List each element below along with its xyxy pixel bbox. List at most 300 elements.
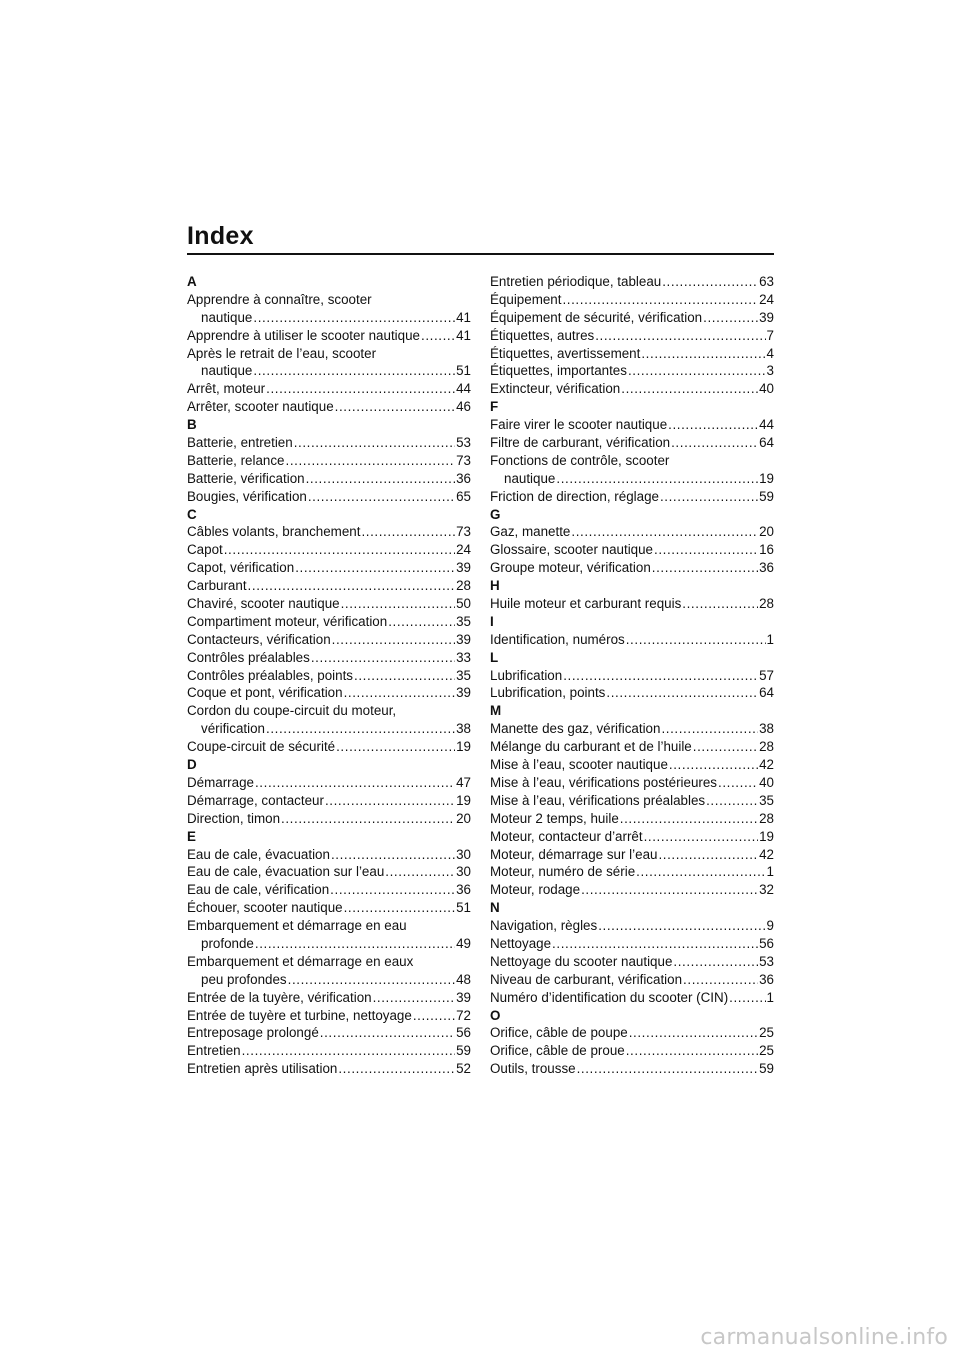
index-entry — [490, 291, 774, 309]
index-entry-text: Embarquement et démarrage en eaux — [187, 953, 414, 969]
index-entry-text: Entrée de tuyère et turbine, nettoyage — [187, 1007, 412, 1023]
dot-leader — [308, 488, 455, 506]
index-entry-page: 24 — [456, 542, 471, 558]
index-entry-page: 59 — [759, 1061, 774, 1077]
index-entry — [187, 362, 471, 380]
index-entry-page: 49 — [456, 935, 471, 951]
index-entry-page: 41 — [456, 309, 471, 325]
index-entry-page: 39 — [456, 631, 471, 647]
index-entry-text: Échouer, scooter nautique — [187, 900, 343, 916]
index-entry — [187, 309, 471, 327]
index-entry-text: Navigation, règles — [490, 918, 598, 934]
index-entry — [187, 863, 471, 881]
index-entry-page: 39 — [456, 685, 471, 701]
index-letter-heading: D — [187, 757, 197, 773]
index-entry-page: 30 — [456, 864, 471, 880]
index-entry-page: 20 — [456, 810, 471, 826]
dot-leader — [325, 792, 455, 810]
dot-leader — [668, 416, 758, 434]
index-entry — [490, 792, 774, 810]
index-entry-page: 1 — [766, 989, 774, 1005]
index-letter-heading: E — [187, 828, 196, 844]
index-entry-page: 53 — [759, 953, 774, 969]
index-entry — [187, 792, 471, 810]
index-entry — [490, 881, 774, 899]
index-entry — [490, 989, 774, 1007]
index-entry — [490, 756, 774, 774]
index-entry — [490, 971, 774, 989]
index-entry — [490, 362, 774, 380]
dot-leader — [620, 810, 758, 828]
index-entry — [490, 684, 774, 702]
dot-leader — [606, 684, 758, 702]
index-entry-text: vérification — [201, 721, 266, 737]
index-entry-page: 38 — [759, 721, 774, 737]
index-entry-text: Démarrage — [187, 774, 254, 790]
index-entry — [187, 631, 471, 649]
index-entry-page: 59 — [456, 1043, 471, 1059]
index-entry-page: 36 — [759, 971, 774, 987]
index-entry — [187, 720, 471, 738]
index-entry — [490, 1042, 774, 1060]
index-entry-text: Carburant — [187, 578, 247, 594]
index-entry-text: Bougies, vérification — [187, 488, 307, 504]
index-entry-text: Apprendre à utiliser le scooter nautique — [187, 327, 420, 343]
index-entry-text: Arrêter, scooter nautique — [187, 399, 334, 415]
index-entry-page: 38 — [456, 721, 471, 737]
index-entry — [490, 917, 774, 935]
index-entry-text: Moteur, numéro de série — [490, 864, 636, 880]
index-entry-page: 16 — [759, 542, 774, 558]
index-entry-text: Batterie, entretien — [187, 435, 293, 451]
index-entry-text: Embarquement et démarrage en eau — [187, 918, 407, 934]
dot-leader — [652, 559, 758, 577]
dot-leader — [595, 327, 765, 345]
index-entry — [187, 881, 471, 899]
index-entry-text: Numéro d’identification du scooter (CIN) — [490, 989, 729, 1005]
dot-leader — [248, 577, 456, 595]
dot-leader — [556, 470, 758, 488]
dot-leader — [242, 1042, 455, 1060]
dot-leader — [682, 595, 758, 613]
index-entry-text: Moteur, démarrage sur l’eau — [490, 846, 658, 862]
dot-leader — [344, 899, 456, 917]
index-entry-text: Capot, vérification — [187, 560, 295, 576]
dot-leader — [662, 273, 758, 291]
index-entry-text: Batterie, relance — [187, 452, 285, 468]
dot-leader — [626, 631, 766, 649]
index-entry-page: 51 — [456, 900, 471, 916]
dot-leader — [693, 738, 758, 756]
index-entry — [490, 488, 774, 506]
index-entry — [187, 667, 471, 685]
index-entry-text: Faire virer le scooter nautique — [490, 417, 668, 433]
index-entry — [187, 935, 471, 953]
index-entry-page: 24 — [759, 291, 774, 307]
dot-leader — [385, 863, 455, 881]
dot-leader — [266, 720, 455, 738]
index-entry-text: Après le retrait de l’eau, scooter — [187, 345, 377, 361]
dot-leader — [330, 881, 455, 899]
index-entry — [187, 577, 471, 595]
index-entry-page: 48 — [456, 971, 471, 987]
index-entry-text: Entretien périodique, tableau — [490, 274, 662, 289]
dot-leader — [253, 362, 455, 380]
dot-leader — [669, 756, 758, 774]
index-entry — [187, 684, 471, 702]
index-entry — [490, 667, 774, 685]
index-entry-page: 52 — [456, 1061, 471, 1077]
index-entry — [187, 452, 471, 470]
index-entry — [490, 774, 774, 792]
index-entry-text: Mise à l’eau, vérifications préalables — [490, 792, 706, 808]
index-entry — [187, 971, 471, 989]
index-entry-text: Étiquettes, autres — [490, 327, 595, 343]
index-entry-page: 53 — [456, 435, 471, 451]
dot-leader — [718, 774, 758, 792]
index-entry-text: nautique — [201, 363, 253, 379]
dot-leader — [255, 935, 455, 953]
dot-leader — [288, 971, 455, 989]
dot-leader — [373, 989, 456, 1007]
index-entry — [490, 1024, 774, 1042]
index-entry-page: 3 — [766, 363, 774, 379]
index-entry — [187, 989, 471, 1007]
index-entry-text: peu profondes — [201, 971, 287, 987]
index-entry — [490, 738, 774, 756]
index-entry-text: Démarrage, contacteur — [187, 792, 324, 808]
index-entry-text: Outils, trousse — [490, 1061, 576, 1077]
index-entry-page: 28 — [759, 739, 774, 755]
index-entry-text: Étiquettes, avertissement — [490, 345, 641, 361]
dot-leader — [626, 1042, 758, 1060]
index-entry-page: 41 — [456, 327, 471, 343]
dot-leader — [388, 613, 455, 631]
index-entry-text: Contacteurs, vérification — [187, 631, 331, 647]
index-entry — [187, 1007, 471, 1025]
dot-leader — [332, 631, 455, 649]
index-entry-text: Compartiment moteur, vérification — [187, 613, 388, 629]
index-entry-text: Huile moteur et carburant requis — [490, 596, 682, 612]
dot-leader — [224, 541, 455, 559]
index-entry-page: 44 — [456, 381, 471, 397]
index-entry-text: Nettoyage — [490, 935, 552, 951]
dot-leader — [336, 738, 455, 756]
dot-leader — [654, 541, 758, 559]
index-entry-page: 64 — [759, 435, 774, 451]
index-entry-text: Câbles volants, branchement — [187, 524, 361, 540]
index-entry-text: Cordon du coupe-circuit du moteur, — [187, 703, 397, 719]
index-entry-text: Batterie, vérification — [187, 470, 305, 486]
index-entry-text: Orifice, câble de poupe — [490, 1025, 628, 1041]
index-entry — [187, 523, 471, 541]
index-entry-page: 56 — [759, 935, 774, 951]
index-entry-page: 59 — [759, 488, 774, 504]
dot-leader — [421, 327, 455, 345]
index-entry-text: nautique — [201, 309, 253, 325]
index-entry-page: 36 — [456, 882, 471, 898]
index-entry-text: Orifice, câble de proue — [490, 1043, 625, 1059]
index-entry — [490, 810, 774, 828]
index-entry-page: 33 — [456, 649, 471, 665]
index-entry-text: Moteur, contacteur d’arrêt — [490, 828, 643, 844]
index-entry-page: 25 — [759, 1025, 774, 1041]
index-entry-text: Extincteur, vérification — [490, 381, 621, 397]
index-entry-page: 4 — [766, 345, 774, 361]
index-entry — [187, 846, 471, 864]
index-entry — [187, 470, 471, 488]
index-entry — [490, 309, 774, 327]
index-entry — [187, 649, 471, 667]
index-entry-page: 32 — [759, 882, 774, 898]
index-entry-text: Nettoyage du scooter nautique — [490, 953, 673, 969]
dot-leader — [320, 1024, 455, 1042]
dot-leader — [598, 917, 765, 935]
index-entry-page: 40 — [759, 381, 774, 397]
index-entry-text: Entretien — [187, 1043, 241, 1059]
index-entry-page: 39 — [456, 989, 471, 1005]
index-entry-page: 28 — [759, 596, 774, 612]
index-letter-heading: N — [490, 900, 500, 916]
index-entry — [490, 935, 774, 953]
dot-leader — [338, 1060, 455, 1078]
index-entry-text: Lubrification — [490, 667, 563, 683]
dot-leader — [311, 649, 455, 667]
watermark: carmanualsonline.info — [700, 1325, 948, 1350]
index-entry — [187, 1024, 471, 1042]
index-entry-text: Arrêt, moteur — [187, 381, 266, 397]
index-entry-page: 36 — [759, 560, 774, 576]
index-entry-text: Équipement de sécurité, vérification — [490, 309, 703, 325]
index-letter-heading: M — [490, 703, 502, 719]
index-entry-page: 30 — [456, 846, 471, 862]
index-entry — [490, 595, 774, 613]
dot-leader — [581, 881, 758, 899]
dot-leader — [306, 470, 456, 488]
index-letter-heading: C — [187, 506, 197, 522]
index-column-right — [490, 273, 774, 1078]
index-entry-text: nautique — [504, 470, 556, 486]
index-letter-heading: O — [490, 1007, 501, 1023]
dot-leader — [571, 523, 758, 541]
index-entry-page: 19 — [759, 828, 774, 844]
index-letter-heading: A — [187, 274, 197, 289]
index-entry-text: Lubrification, points — [490, 685, 606, 701]
index-entry-page: 50 — [456, 596, 471, 612]
index-entry-text: profonde — [201, 935, 254, 951]
dot-leader — [552, 935, 758, 953]
index-entry-page: 36 — [456, 470, 471, 486]
index-entry-text: Mise à l’eau, vérifications postérieures — [490, 774, 718, 790]
index-entry — [490, 631, 774, 649]
dot-leader — [629, 1024, 758, 1042]
index-entry — [490, 470, 774, 488]
index-entry-text: Capot — [187, 542, 223, 558]
index-letter-heading: H — [490, 578, 500, 594]
dot-leader — [671, 434, 758, 452]
dot-leader — [354, 667, 455, 685]
dot-leader — [281, 810, 455, 828]
index-entry — [187, 810, 471, 828]
dot-leader — [621, 380, 758, 398]
index-entry — [187, 613, 471, 631]
index-entry-text: Eau de cale, évacuation — [187, 846, 330, 862]
index-entry — [187, 774, 471, 792]
index-entry — [187, 488, 471, 506]
index-entry-text: Coque et pont, vérification — [187, 685, 343, 701]
index-entry-text: Eau de cale, évacuation sur l’eau — [187, 864, 385, 880]
index-entry — [490, 273, 774, 291]
index-entry-page: 56 — [456, 1025, 471, 1041]
index-entry-page: 40 — [759, 774, 774, 790]
dot-leader — [673, 953, 758, 971]
index-entry-page: 42 — [759, 846, 774, 862]
index-entry — [490, 380, 774, 398]
dot-leader — [413, 1007, 455, 1025]
dot-leader — [636, 863, 765, 881]
index-entry-page: 63 — [759, 274, 774, 289]
dot-leader — [628, 362, 766, 380]
index-entry-page: 35 — [456, 667, 471, 683]
index-entry — [187, 327, 471, 345]
index-entry — [187, 541, 471, 559]
index-entry-text: Coupe-circuit de sécurité — [187, 739, 336, 755]
index-entry — [490, 720, 774, 738]
dot-leader — [331, 846, 455, 864]
index-entry — [187, 559, 471, 577]
index-entry-page: 39 — [456, 560, 471, 576]
index-entry — [490, 846, 774, 864]
index-entry-page: 28 — [759, 810, 774, 826]
index-entry-text: Moteur, rodage — [490, 882, 581, 898]
index-entry-text: Fonctions de contrôle, scooter — [490, 452, 670, 468]
index-entry-page: 19 — [456, 739, 471, 755]
index-entry — [187, 398, 471, 416]
index-entry-text: Glossaire, scooter nautique — [490, 542, 654, 558]
index-entry-page: 57 — [759, 667, 774, 683]
dot-leader — [255, 774, 455, 792]
dot-leader — [335, 398, 455, 416]
index-entry — [490, 345, 774, 363]
index-entry-text: Gaz, manette — [490, 524, 571, 540]
index-entry — [187, 434, 471, 452]
index-entry-page: 9 — [766, 918, 774, 934]
dot-leader — [341, 595, 456, 613]
dot-leader — [729, 989, 765, 1007]
dot-leader — [361, 523, 455, 541]
dot-leader — [658, 846, 758, 864]
dot-leader — [641, 345, 765, 363]
index-letter-heading: B — [187, 417, 197, 433]
index-entry-page: 46 — [456, 399, 471, 415]
index-entry-text: Niveau de carburant, vérification — [490, 971, 683, 987]
dot-leader — [344, 684, 456, 702]
index-entry-page: 42 — [759, 757, 774, 773]
index-entry — [490, 523, 774, 541]
dot-leader — [660, 488, 758, 506]
index-entry-page: 39 — [759, 309, 774, 325]
index-entry-text: Friction de direction, réglage — [490, 488, 659, 504]
index-entry-page: 7 — [766, 327, 774, 343]
index-entry-text: Entreposage prolongé — [187, 1025, 319, 1041]
index-entry — [490, 541, 774, 559]
title-rule — [187, 253, 774, 255]
index-entry-page: 51 — [456, 363, 471, 379]
dot-leader — [266, 380, 455, 398]
index-entry-text: Entrée de la tuyère, vérification — [187, 989, 372, 1005]
index-entry-page: 19 — [456, 792, 471, 808]
dot-leader — [563, 667, 758, 685]
index-entry — [490, 327, 774, 345]
index-entry-text: Identification, numéros — [490, 631, 625, 647]
index-entry-page: 20 — [759, 524, 774, 540]
index-entry-text: Chaviré, scooter nautique — [187, 596, 340, 612]
index-entry-text: Filtre de carburant, vérification — [490, 435, 671, 451]
index-entry — [490, 416, 774, 434]
index-entry-text: Contrôles préalables, points — [187, 667, 353, 683]
index-letter-heading: F — [490, 399, 499, 415]
dot-leader — [562, 291, 758, 309]
index-entry-text: Équipement — [490, 291, 562, 307]
dot-leader — [644, 828, 759, 846]
index-entry-text: Groupe moteur, vérification — [490, 560, 651, 576]
index-entry-page: 35 — [759, 792, 774, 808]
dot-leader — [683, 971, 758, 989]
index-entry-page: 64 — [759, 685, 774, 701]
index-entry-text: Apprendre à connaître, scooter — [187, 291, 372, 307]
index-entry-text: Manette des gaz, vérification — [490, 721, 661, 737]
index-entry-text: Mise à l’eau, scooter nautique — [490, 757, 668, 773]
dot-leader — [253, 309, 455, 327]
dot-leader — [577, 1060, 759, 1078]
index-entry-page: 1 — [766, 631, 774, 647]
index-entry — [187, 595, 471, 613]
index-entry-page: 44 — [759, 417, 774, 433]
index-column-left — [187, 273, 471, 1078]
index-entry-page: 65 — [456, 488, 471, 504]
index-letter-heading: L — [490, 649, 499, 665]
index-entry-text: Direction, timon — [187, 810, 281, 826]
dot-leader — [703, 309, 758, 327]
index-entry-page: 73 — [456, 452, 471, 468]
dot-leader — [286, 452, 456, 470]
index-entry — [490, 953, 774, 971]
index-entry-text: Mélange du carburant et de l’huile — [490, 739, 692, 755]
index-entry-page: 35 — [456, 613, 471, 629]
index-entry-page: 1 — [766, 864, 774, 880]
dot-leader — [661, 720, 758, 738]
index-entry — [187, 1042, 471, 1060]
index-entry-text: Moteur 2 temps, huile — [490, 810, 619, 826]
index-letter-heading: G — [490, 506, 501, 522]
dot-leader — [294, 434, 455, 452]
index-entry-page: 47 — [456, 774, 471, 790]
index-entry — [490, 559, 774, 577]
index-entry-text: Eau de cale, vérification — [187, 882, 330, 898]
index-entry — [490, 828, 774, 846]
page-title: Index — [187, 222, 254, 250]
index-entry-text: Étiquettes, importantes — [490, 363, 627, 379]
dot-leader — [295, 559, 455, 577]
index-entry-text: Entretien après utilisation — [187, 1061, 338, 1077]
index-entry-page: 19 — [759, 470, 774, 486]
index-letter-heading: I — [490, 613, 494, 629]
index-entry — [187, 1060, 471, 1078]
index-entry-page: 72 — [456, 1007, 471, 1023]
index-entry — [490, 1060, 774, 1078]
index-entry-page: 25 — [759, 1043, 774, 1059]
index-entry — [490, 434, 774, 452]
